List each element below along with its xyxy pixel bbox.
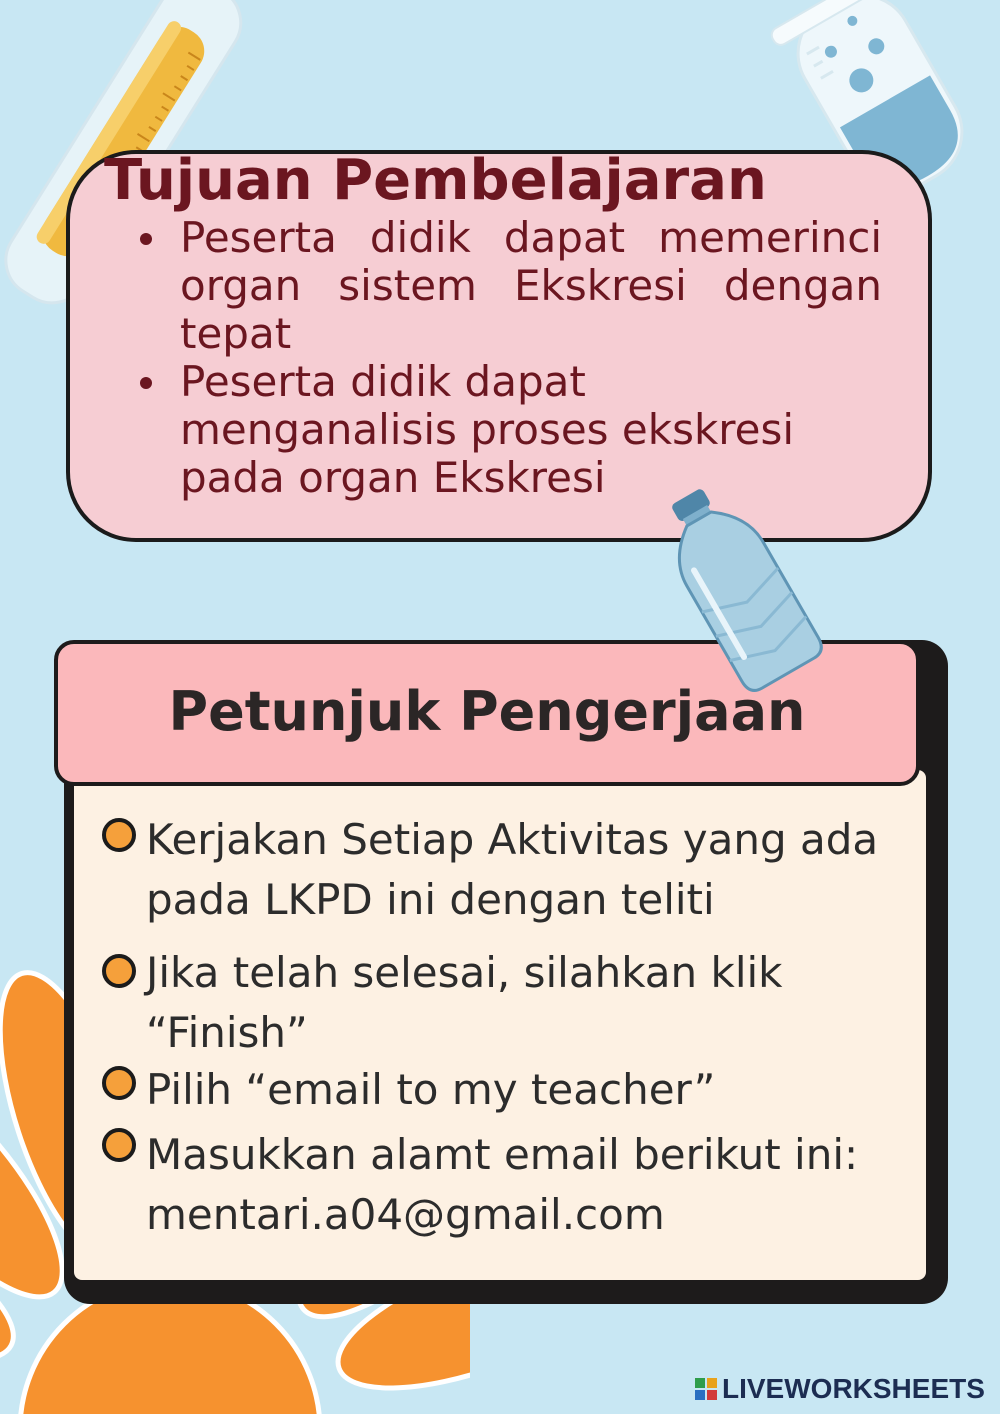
water-bottle-icon [640,480,840,700]
list-item [140,214,882,358]
bullet-icon [140,377,152,389]
step-text: Pilih “email to my teacher” [146,1065,716,1114]
brand-name: LIVEWORKSHEETS [722,1373,985,1404]
step-text: Kerjakan Setiap Aktivitas yang ada pada LKPD ini dengan teliti [146,815,879,924]
bullet-icon [140,233,152,245]
step-marker-icon [102,818,136,852]
liveworksheets-logo-icon [694,1377,718,1401]
objective-text: Peserta didik dapat menganalisis proses ekskresi pada organ Ekskresi [180,357,795,502]
learning-objectives-title: Tujuan Pembelajaran [104,148,767,213]
step-text: Masukkan alamt email berikut ini: mentari.a04@gmail.com [146,1130,859,1239]
learning-objectives-list [140,214,882,502]
step-text: Jika telah selesai, silahkan klik “Finish” [146,948,783,1057]
step-marker-icon [102,954,136,988]
step-marker-icon [102,1066,136,1100]
objective-text: Peserta didik dapat memerinci organ sistem Ekskresi dengan tepat [180,213,882,358]
instructions-title: Petunjuk Pengerjaan [168,679,806,743]
step-marker-icon [102,1128,136,1162]
brand-logo [694,1374,985,1404]
